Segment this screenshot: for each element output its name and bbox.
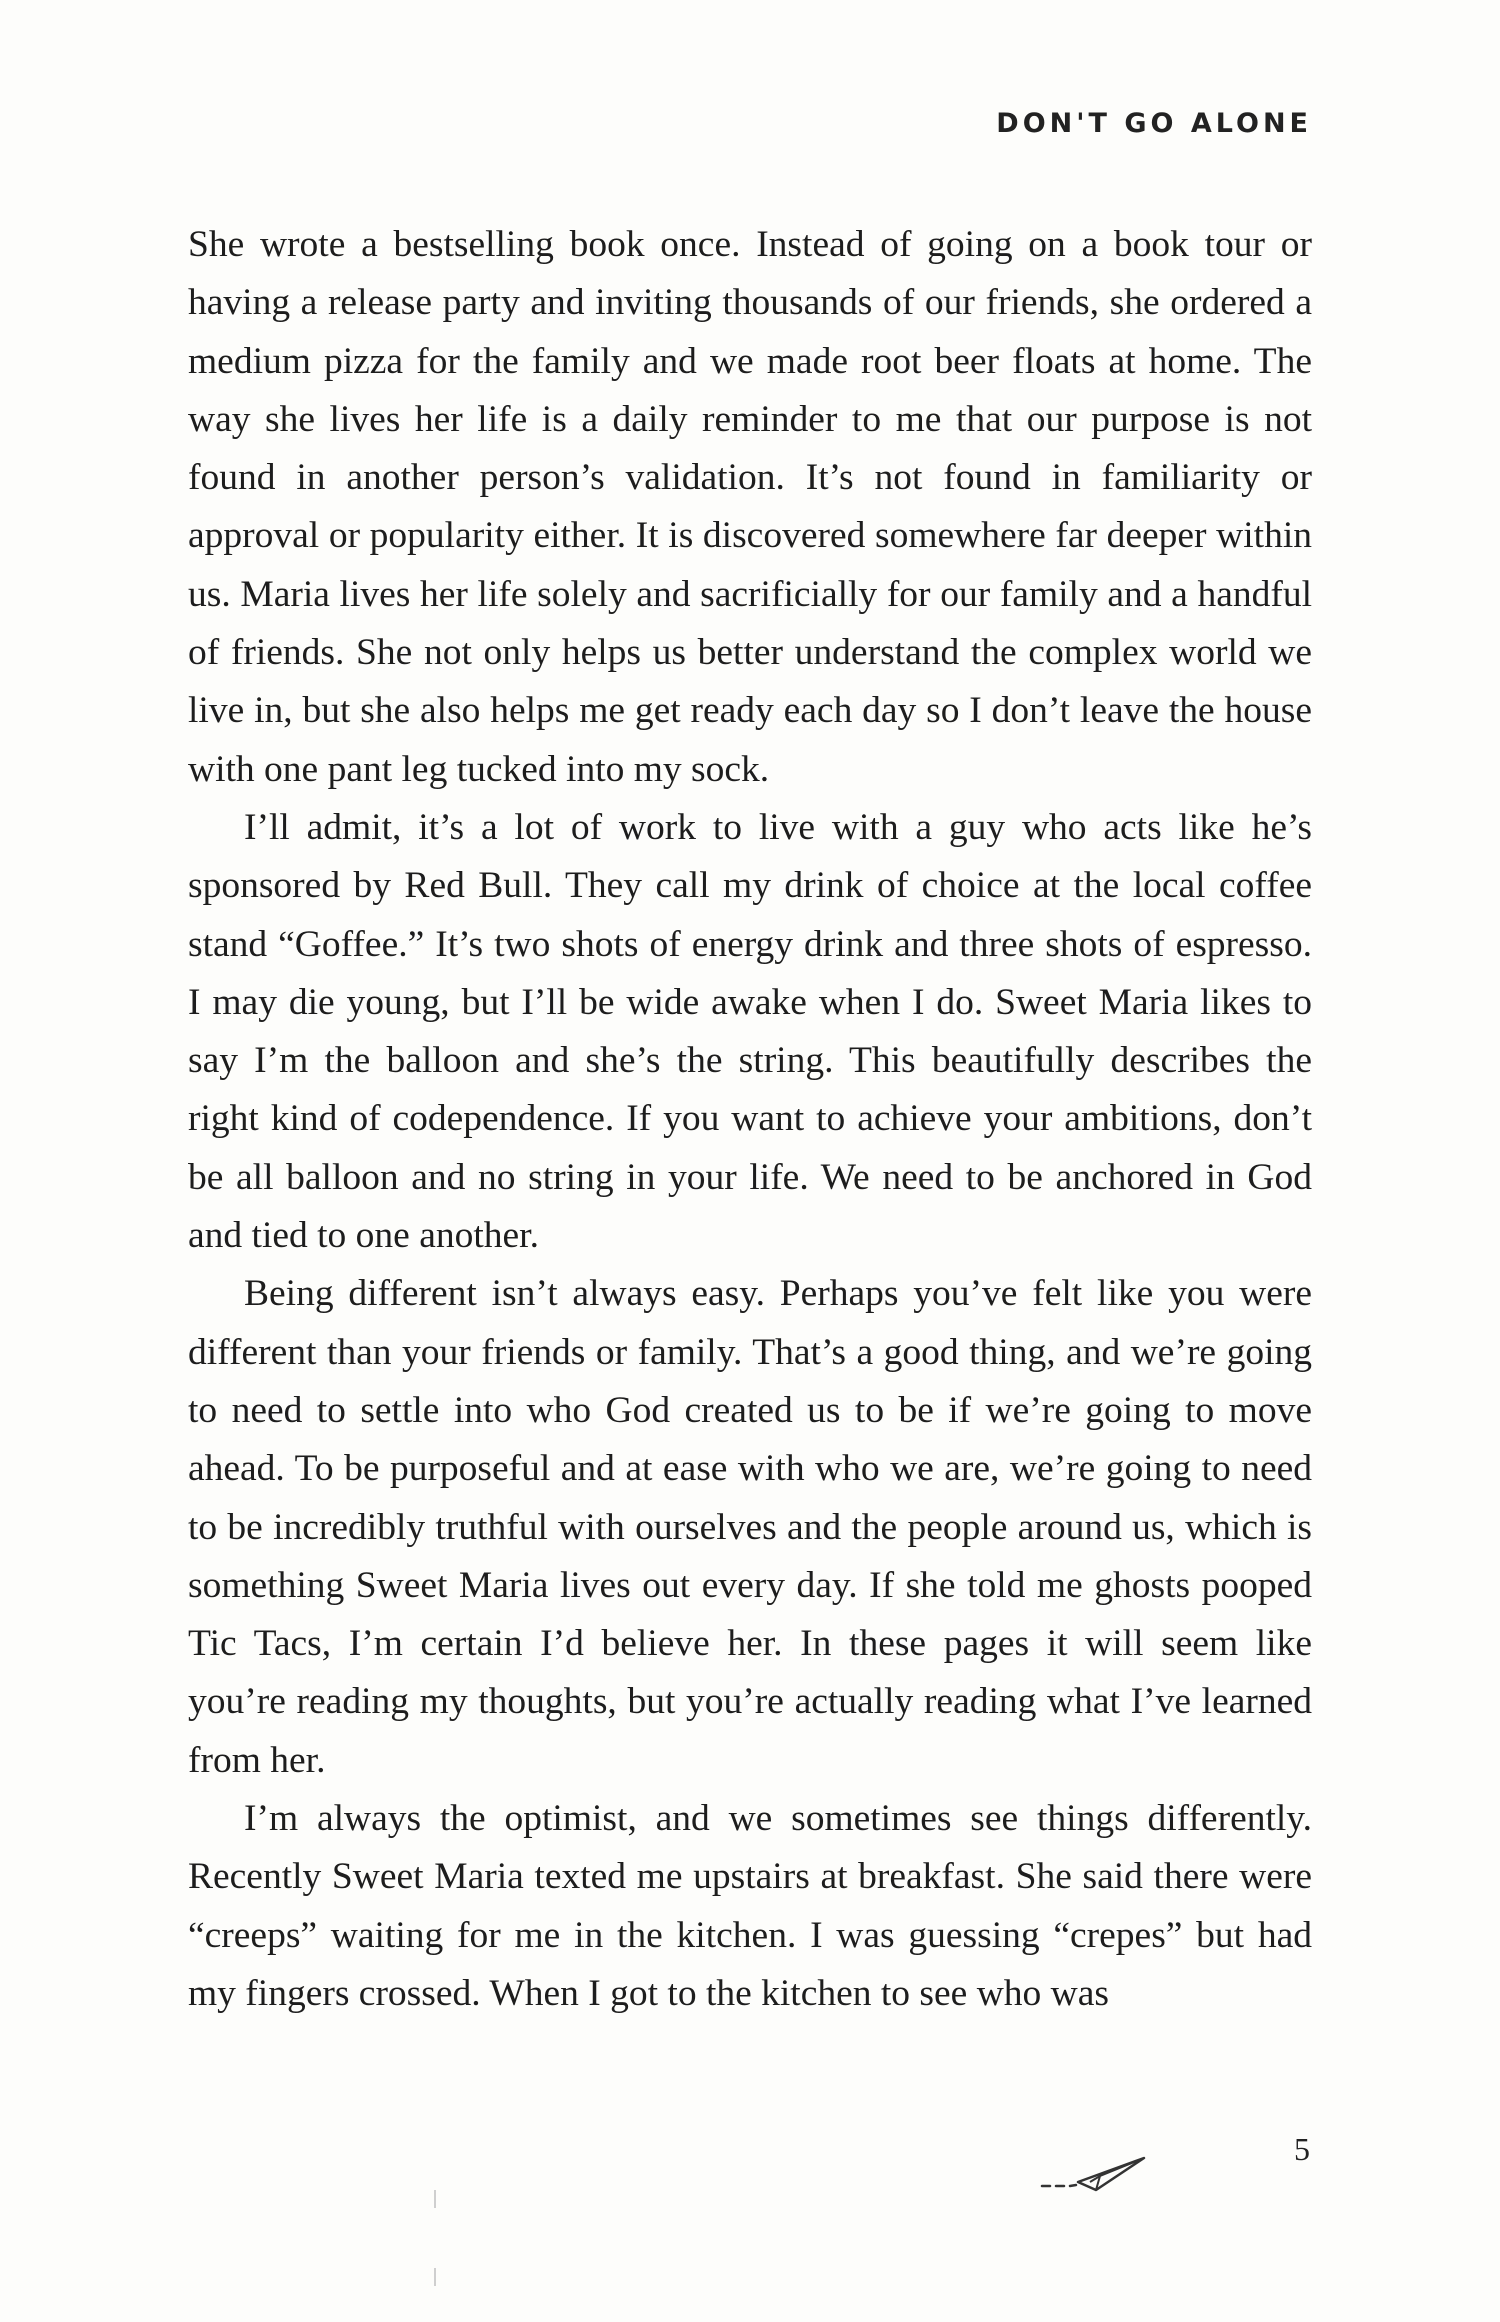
paragraph-4: I’m always the optimist, and we sometimes see things differently. Recently Sweet Maria texted me upstairs at breakfast. She said there were “creeps” waiting for me in the kitchen. I was guessing “crepes” but had my fingers crossed. When I got to the kitchen to see who was: [188, 1798, 1312, 2014]
paragraph-1: She wrote a bestselling book once. Instead of going on a book tour or having a release party and inviting thousands of our friends, she ordered a medium pizza for the family and we made root beer floats at home. The way she lives her life is a daily reminder to me that our purpose is not found in another person’s validation. It’s not found in familiarity or approval or popularity either. It is discovered somewhere far deeper within us. Maria lives her life solely and sacrificially for our family and a handful of friends. She not only helps us better understand the complex world we live in, but she also helps me get ready each day so I don’t leave the house with one pant leg tucked into my sock.: [188, 224, 1312, 790]
scan-mark: [434, 2190, 436, 2208]
paragraph-3: Being different isn’t always easy. Perhaps you’ve felt like you were different than your friends or family. That’s a good thing, and we’re going to need to settle into who God created us to be if we’re going to move ahead. To be purposeful and at ease with who we are, we’re going to need to be incredibly truthful with ourselves and the people around us, which is something Sweet Maria lives out every day. If she told me ghosts pooped Tic Tacs, I’m certain I’d believe her. In these pages it will seem like you’re reading my thoughts, but you’re actually reading what I’ve learned from her.: [188, 1273, 1312, 1781]
paragraph-2: I’ll admit, it’s a lot of work to live with a guy who acts like he’s sponsored by Red Bull. They call my drink of choice at the local coffee stand “Goffee.” It’s two shots of energy drink and three shots of espresso. I may die young, but I’ll be wide awake when I do. Sweet Maria likes to say I’m the balloon and she’s the string. This beautifully describes the right kind of codependence. If you want to achieve your ambitions, don’t be all balloon and no string in your life. We need to be anchored in God and tied to one another.: [188, 806, 1312, 1257]
body-text: [188, 216, 1312, 2023]
paper-airplane-icon: [1040, 2146, 1150, 2206]
scan-mark: [434, 2268, 436, 2286]
running-head: DON'T GO ALONE: [996, 108, 1312, 139]
page-number: 5: [1294, 2131, 1310, 2167]
